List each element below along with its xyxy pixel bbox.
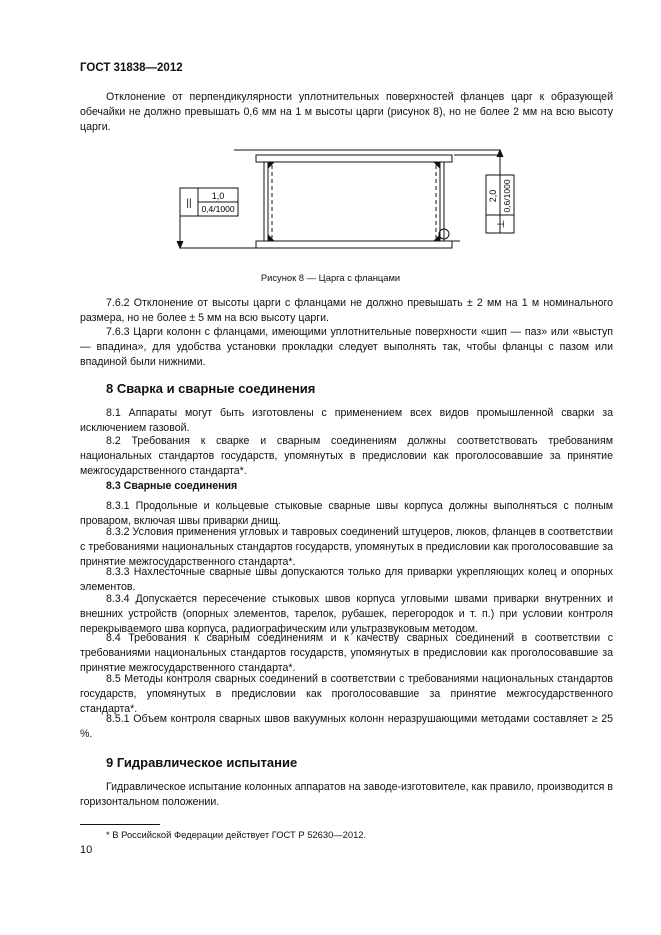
footnote-divider [80,824,160,825]
paragraph-8-3-1: 8.3.1 Продольные и кольцевые стыковые сварные швы корпуса должны выполняться с полным проваром, включая швы приварки днищ. [80,500,613,528]
tol-left-symbol: || [186,198,192,209]
tol-right-bottom: 0,6/1000 [502,179,512,213]
tol-right-symbol: ⊥ [496,219,507,229]
intro-paragraph: Отклонение от перпендикулярности уплотнительных поверхностей фланцев царг к образующей обечайки не должно превышать 0,6 мм на 1 м высоты царги (рисунок 8), но не более 2 мм на всю высоту царги. [80,91,613,134]
tol-right-top: 2,0 [488,189,498,203]
bottom-flange [256,241,452,248]
section-9-title: 9 Гидравлическое испытание [106,755,298,770]
paragraph-8-4: 8.4 Требования к сварным соединениям и к качеству сварных соединений в соответствии с требованиями национальных стандартов государств, упомянутых в предисловии как проголосовавшие за принятие межгосударственного стандарта*. [80,632,613,675]
paragraph-8-1: 8.1 Аппараты могут быть изготовлены с применением всех видов промышленной сварки за исключением газовой. [80,407,613,435]
top-flange [256,155,452,162]
tol-left-top: 1,0 [211,191,225,201]
paragraph-8-3-4: 8.3.4 Допускается пересечение стыковых швов корпуса угловыми швами приварки внутренних и внешних устройств (опорных элементов, тарелок, рубашек, перегородок и т. п.) при условии контроля перекрываемого шва корпуса, радиографическим или ультразвуковым методом. [80,593,613,636]
paragraph-7-6-3: 7.6.3 Царги колонн с фланцами, имеющими уплотнительные поверхности «шип — паз» или «выступ — впадина», для удобства установки прокладки следует выполнять так, чтобы фланцы с пазом или впадиной были нижними. [80,326,613,369]
paragraph-8-3-3: 8.3.3 Нахлесточные сварные швы допускаются только для приварки укрепляющих колец и опорных элементов. [80,566,613,594]
page-number: 10 [80,844,93,856]
paragraph-8-5: 8.5 Методы контроля сварных соединений в соответствии с требованиями национальных стандартов государств, упомянутых в предисловии как проголосовавшие за принятие межгосударственного стандарта*. [80,673,613,716]
paragraph-8-2: 8.2 Требования к сварке и сварным соединениям должны соответствовать требованиям национальных стандартов государств, упомянутых в предисловии как проголосовавшие за принятие межгосударственного стандарта*. [80,435,613,478]
footnote: * В Российской Федерации действует ГОСТ Р 52630—2012. [106,829,367,840]
subsection-8-3-title: 8.3 Сварные соединения [106,480,238,492]
figure-caption: Рисунок 8 — Царга с фланцами [260,272,401,283]
document-header: ГОСТ 31838—2012 [80,62,183,74]
section-8-title: 8 Сварка и сварные соединения [106,381,316,396]
paragraph-9-1: Гидравлическое испытание колонных аппаратов на заводе-изготовителе, как правило, производится в горизонтальном положении. [80,781,613,809]
paragraph-7-6-2: 7.6.2 Отклонение от высоты царги с фланцами не должно превышать ± 2 мм на 1 м номинального размера, но не более ± 5 мм на всю высоту царги. [80,297,613,325]
paragraph-8-3-2: 8.3.2 Условия применения угловых и тавровых соединений штуцеров, люков, фланцев в соответствии с требованиями национальных стандартов государств, упомянутых в предисловии как проголосовавшие за принятие межгосударственного стандарта*. [80,526,613,569]
paragraph-8-5-1: 8.5.1 Объем контроля сварных швов вакуумных колонн неразрушающими методами составляет ≥ 25 %. [80,713,613,741]
tol-left-bottom: 0,4/1000 [201,204,235,214]
figure-8-drawing [170,145,530,263]
